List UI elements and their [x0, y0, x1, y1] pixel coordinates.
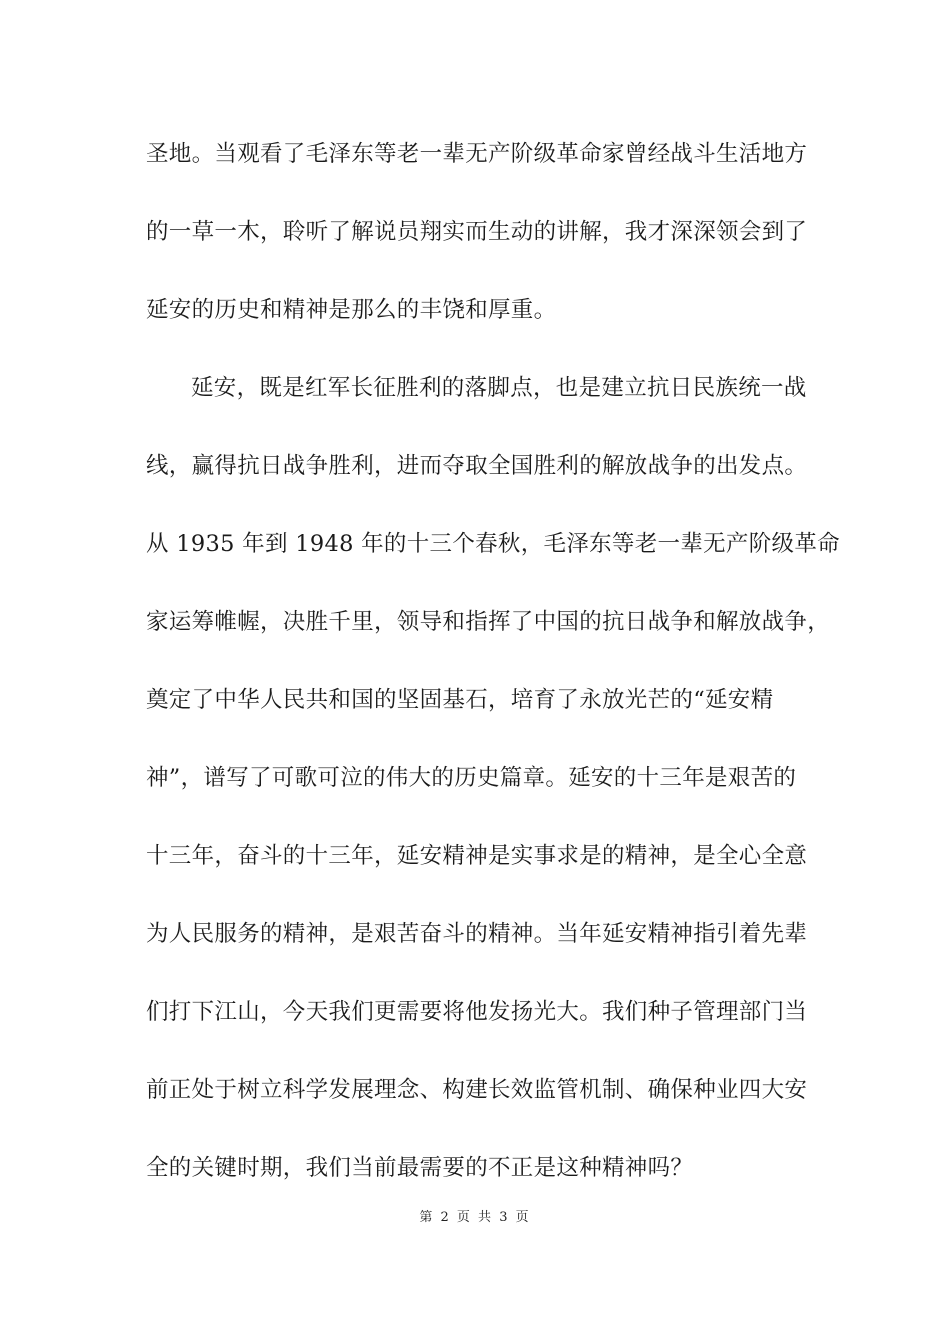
text-line: 线，赢得抗日战争胜利，进而夺取全国胜利的解放战争的出发点。 — [146, 453, 808, 479]
text-line: 家运筹帷幄，决胜千里，领导和指挥了中国的抗日战争和解放战争， — [146, 609, 831, 635]
paragraph-first-line: 延安，既是红军长征胜利的落脚点，也是建立抗日民族统一战 — [191, 375, 807, 401]
text-line: 延安的历史和精神是那么的丰饶和厚重。 — [146, 297, 557, 323]
text-line: 全的关键时期，我们当前最需要的不正是这种精神吗？ — [146, 1155, 694, 1181]
body-text — [146, 134, 840, 1226]
text-line: 十三年，奋斗的十三年，延安精神是实事求是的精神，是全心全意 — [146, 843, 808, 869]
text-line: 奠定了中华人民共和国的坚固基石，培育了永放光芒的“延安精 — [146, 687, 774, 713]
text-line: 为人民服务的精神，是艰苦奋斗的精神。当年延安精神指引着先辈 — [146, 921, 808, 947]
page-number-footer: 第 2 页 共 3 页 — [419, 1210, 531, 1225]
text-line: 的一草一木，聆听了解说员翔实而生动的讲解，我才深深领会到了 — [146, 219, 808, 245]
text-line: 神”，谱写了可歌可泣的伟大的历史篇章。延安的十三年是艰苦的 — [146, 765, 797, 791]
text-line: 从 1935 年到 1948 年的十三个春秋，毛泽东等老一辈无产阶级革命 — [146, 531, 840, 557]
text-line: 前正处于树立科学发展理念、构建长效监管机制、确保种业四大安 — [146, 1077, 808, 1103]
text-line: 们打下江山，今天我们更需要将他发扬光大。我们种子管理部门当 — [146, 999, 808, 1025]
text-line: 圣地。当观看了毛泽东等老一辈无产阶级革命家曾经战斗生活地方 — [146, 141, 808, 167]
